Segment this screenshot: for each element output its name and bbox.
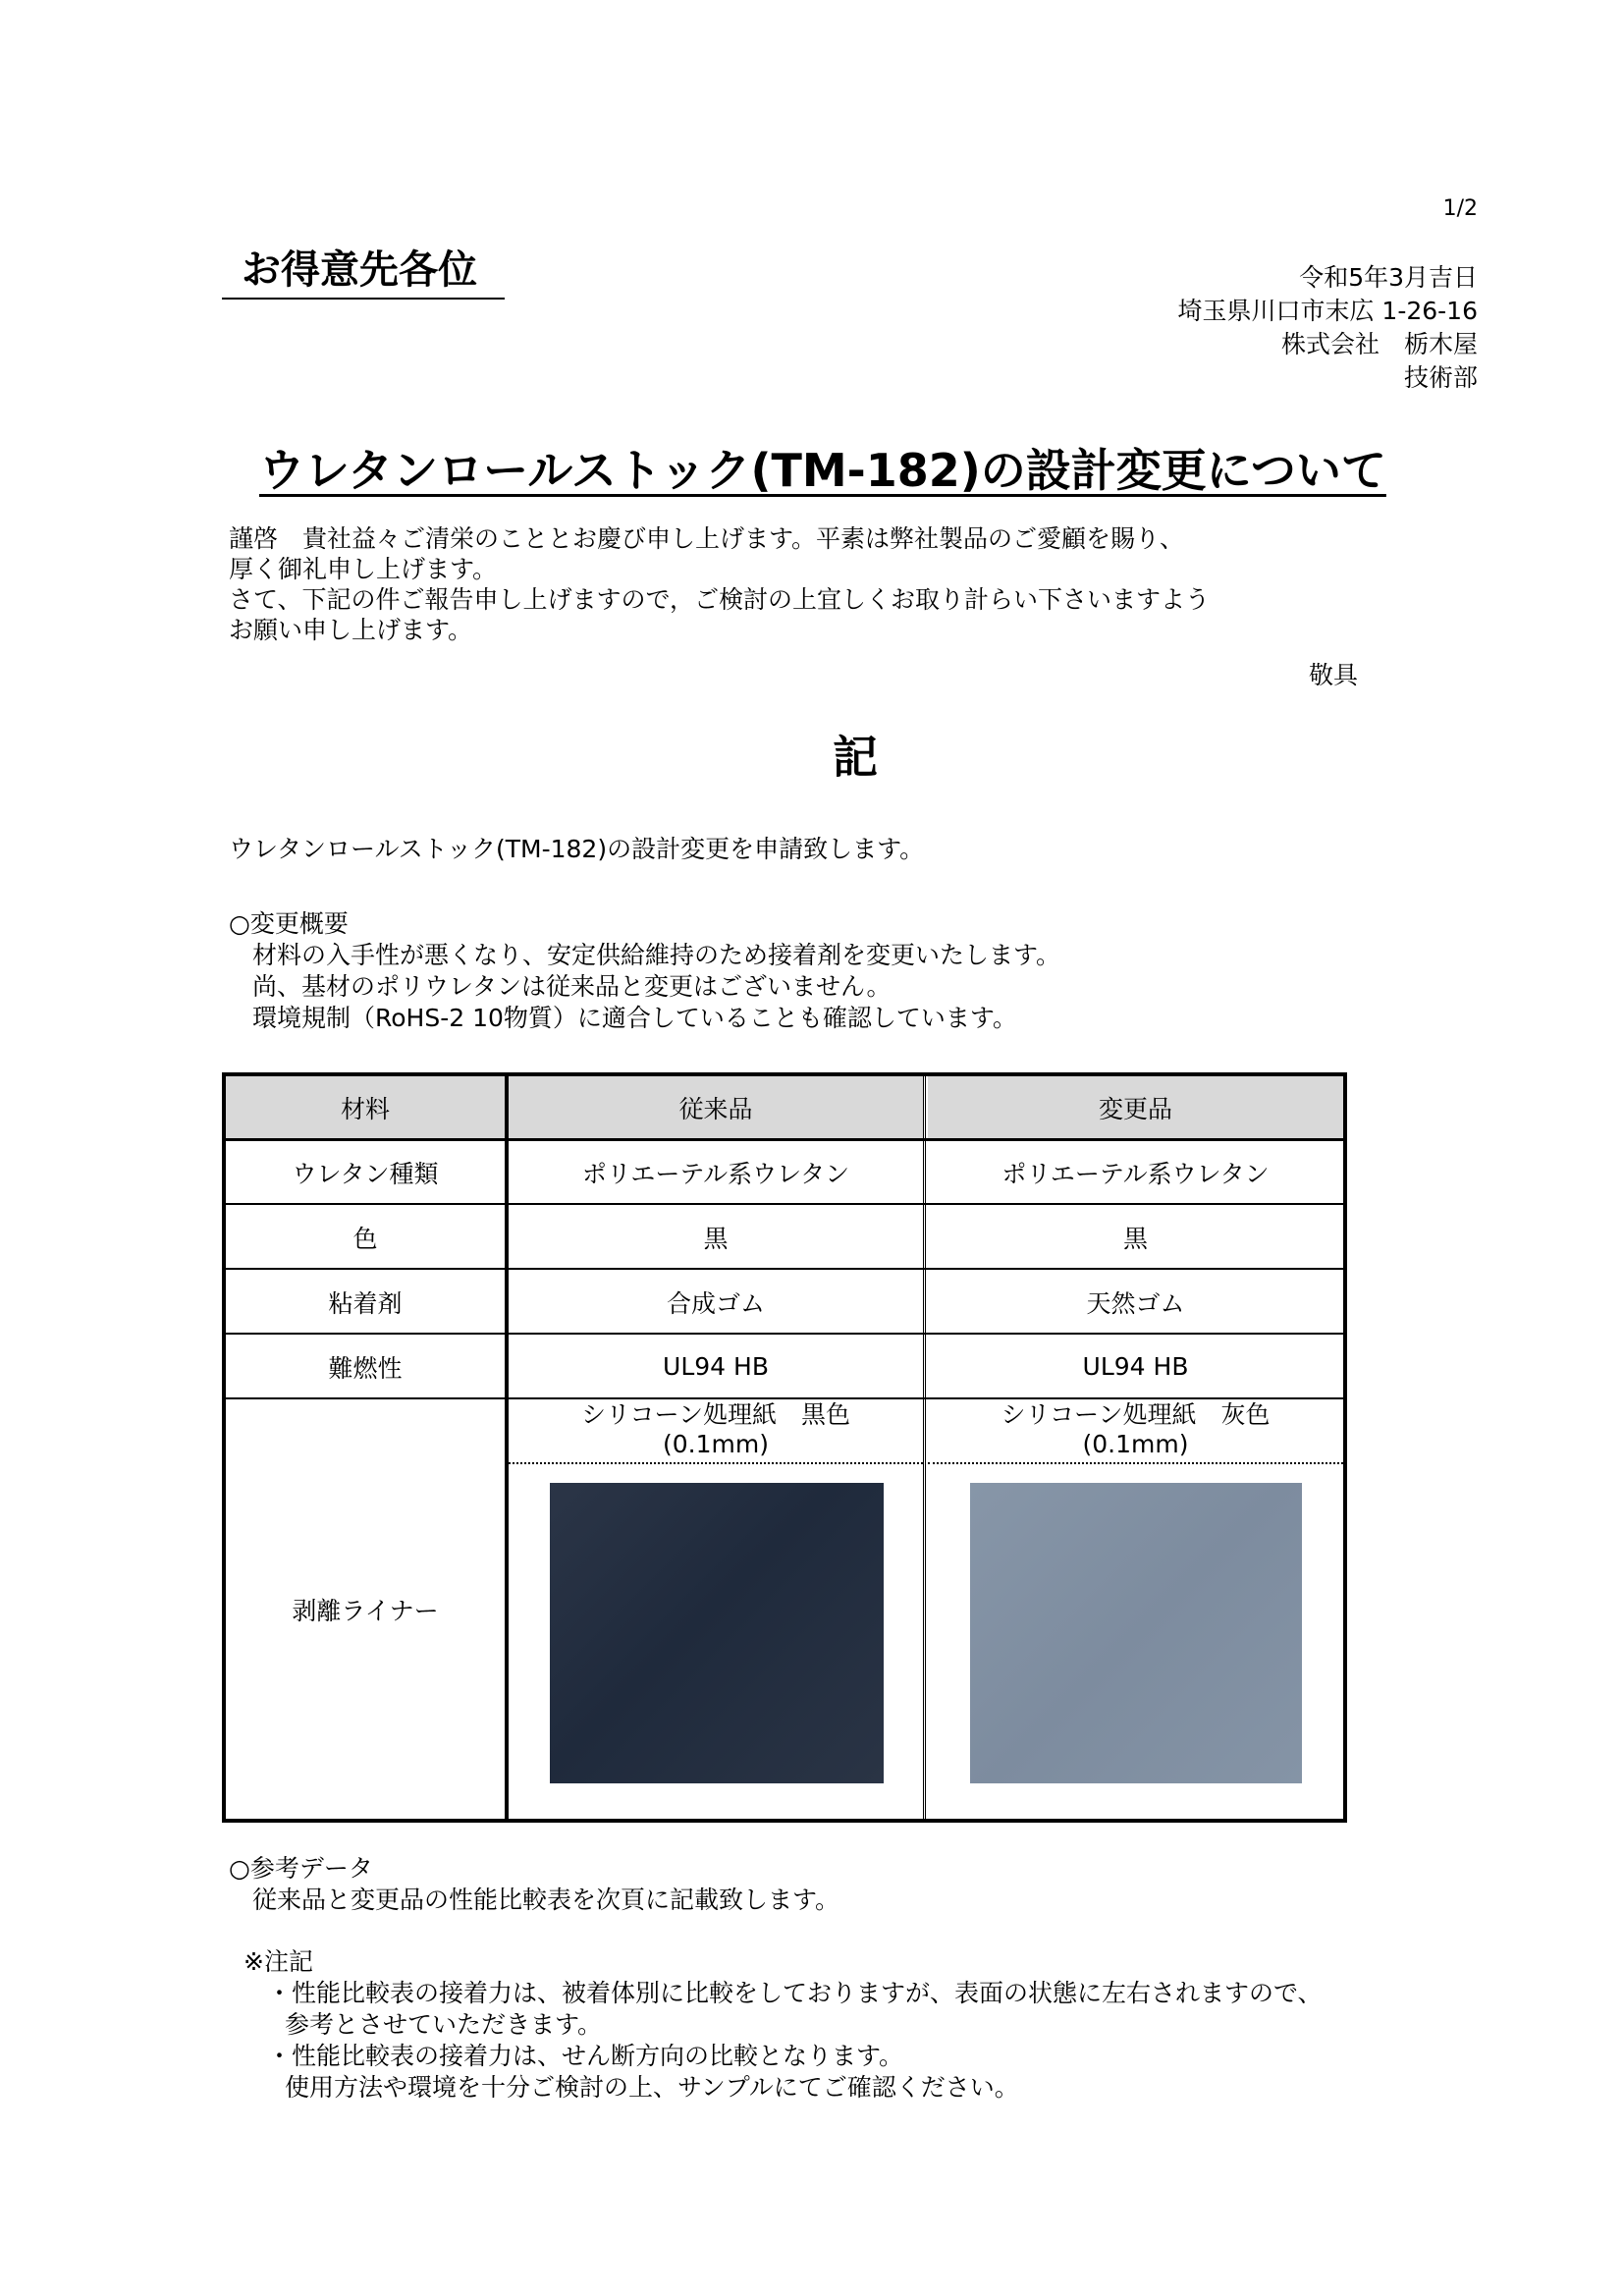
cell-changed-color: 黒 <box>1122 1224 1148 1253</box>
comparison-table <box>222 1072 1347 1823</box>
header-conventional: 従来品 <box>509 1076 923 1138</box>
header-material: 材料 <box>226 1076 505 1138</box>
change-summary <box>229 908 1060 1034</box>
greeting-paragraph <box>229 523 1210 645</box>
conventional-liner-caption <box>509 1400 923 1459</box>
closing-word: 敬具 <box>1309 661 1359 689</box>
reference-data <box>229 1853 839 1916</box>
table-row-divider <box>226 1397 1343 1399</box>
cell-changed-flammability: UL94 HB <box>1082 1352 1189 1381</box>
cell-conventional-adhesive: 合成ゴム <box>666 1288 765 1318</box>
intro-line: ウレタンロールストック(TM-182)の設計変更を申請致します。 <box>229 835 925 863</box>
row-label-adhesive: 粘着剤 <box>328 1288 403 1318</box>
greeting-line: お願い申し上げます。 <box>229 616 473 644</box>
changed-liner-caption <box>928 1400 1343 1459</box>
greeting-line: さて、下記の件ご報告申し上げますので，ご検討の上宜しくお取り計らい下さいますよう <box>229 585 1211 614</box>
sender-department: 技術部 <box>1403 363 1478 392</box>
summary-line: 材料の入手性が悪くなり、安定供給維持のため接着剤を変更いたします。 <box>252 941 1061 969</box>
row-label-urethane-type: ウレタン種類 <box>292 1159 439 1188</box>
note-item: ・性能比較表の接着力は、せん断方向の比較となります。 <box>267 2042 904 2070</box>
header-changed: 変更品 <box>928 1076 1343 1138</box>
greeting-line: 謹啓 貴社益々ご清栄のこととお慶び申し上げます。平素は弊社製品のご愛顧を賜り、 <box>229 524 1185 553</box>
cell-changed-adhesive: 天然ゴム <box>1086 1288 1185 1318</box>
cell-changed-urethane-type: ポリエーテル系ウレタン <box>1001 1159 1270 1188</box>
changed-liner-divider <box>928 1462 1343 1464</box>
ki-heading: 記 <box>833 731 878 784</box>
row-label-color: 色 <box>352 1224 378 1253</box>
conventional-liner-divider <box>509 1462 923 1464</box>
summary-line: 尚、基材のポリウレタンは従来品と変更はございません。 <box>252 972 892 1001</box>
date: 令和5年3月吉日 <box>1299 263 1478 292</box>
greeting-line: 厚く御礼申し上げます。 <box>229 555 498 583</box>
addressee-underline <box>222 298 505 300</box>
gray-liner-swatch <box>970 1483 1302 1783</box>
row-label-flammability: 難燃性 <box>328 1353 403 1383</box>
changed-liner-type: シリコーン処理紙 灰色 <box>1001 1400 1271 1429</box>
table-column-divider <box>505 1076 509 1819</box>
reference-heading: ○参考データ <box>229 1854 373 1883</box>
cell-conventional-color: 黒 <box>703 1224 729 1253</box>
table-row-divider <box>226 1138 1343 1141</box>
changed-liner-thickness: (0.1mm) <box>1082 1430 1189 1458</box>
summary-heading: ○変更概要 <box>229 909 349 938</box>
addressee: お得意先各位 <box>242 247 477 293</box>
cell-conventional-urethane-type: ポリエーテル系ウレタン <box>581 1159 850 1188</box>
note-item-continuation: 参考とさせていただきます。 <box>285 2010 603 2039</box>
reference-line: 従来品と変更品の性能比較表を次頁に記載致します。 <box>252 1886 840 1914</box>
table-row-divider <box>226 1268 1343 1270</box>
sender-block <box>1177 261 1478 395</box>
note-item-continuation: 使用方法や環境を十分ご検討の上、サンプルにてご確認ください。 <box>285 2073 1019 2102</box>
table-row-divider <box>226 1333 1343 1335</box>
notes-heading: ※注記 <box>243 1947 313 1976</box>
black-liner-swatch <box>550 1483 884 1783</box>
document-title: ウレタンロールストック(TM-182)の設計変更について <box>259 444 1386 497</box>
note-item: ・性能比較表の接着力は、被着体別に比較をしておりますが、表面の状態に左右されますので、 <box>267 1979 1323 2007</box>
table-column-divider <box>923 1076 926 1819</box>
sender-company: 株式会社 栃木屋 <box>1280 330 1478 358</box>
page-number: 1/2 <box>1442 196 1478 221</box>
cell-conventional-flammability: UL94 HB <box>663 1352 769 1381</box>
sender-address: 埼玉県川口市末広 1-26-16 <box>1177 297 1478 325</box>
summary-line: 環境規制（RoHS-2 10物質）に適合していることも確認しています。 <box>252 1004 1017 1032</box>
row-label-release-liner: 剥離ライナー <box>292 1597 439 1625</box>
table-row-divider <box>226 1203 1343 1205</box>
conventional-liner-type: シリコーン処理紙 黒色 <box>580 1400 850 1429</box>
conventional-liner-thickness: (0.1mm) <box>663 1430 769 1458</box>
notes-section <box>243 1946 1323 2104</box>
